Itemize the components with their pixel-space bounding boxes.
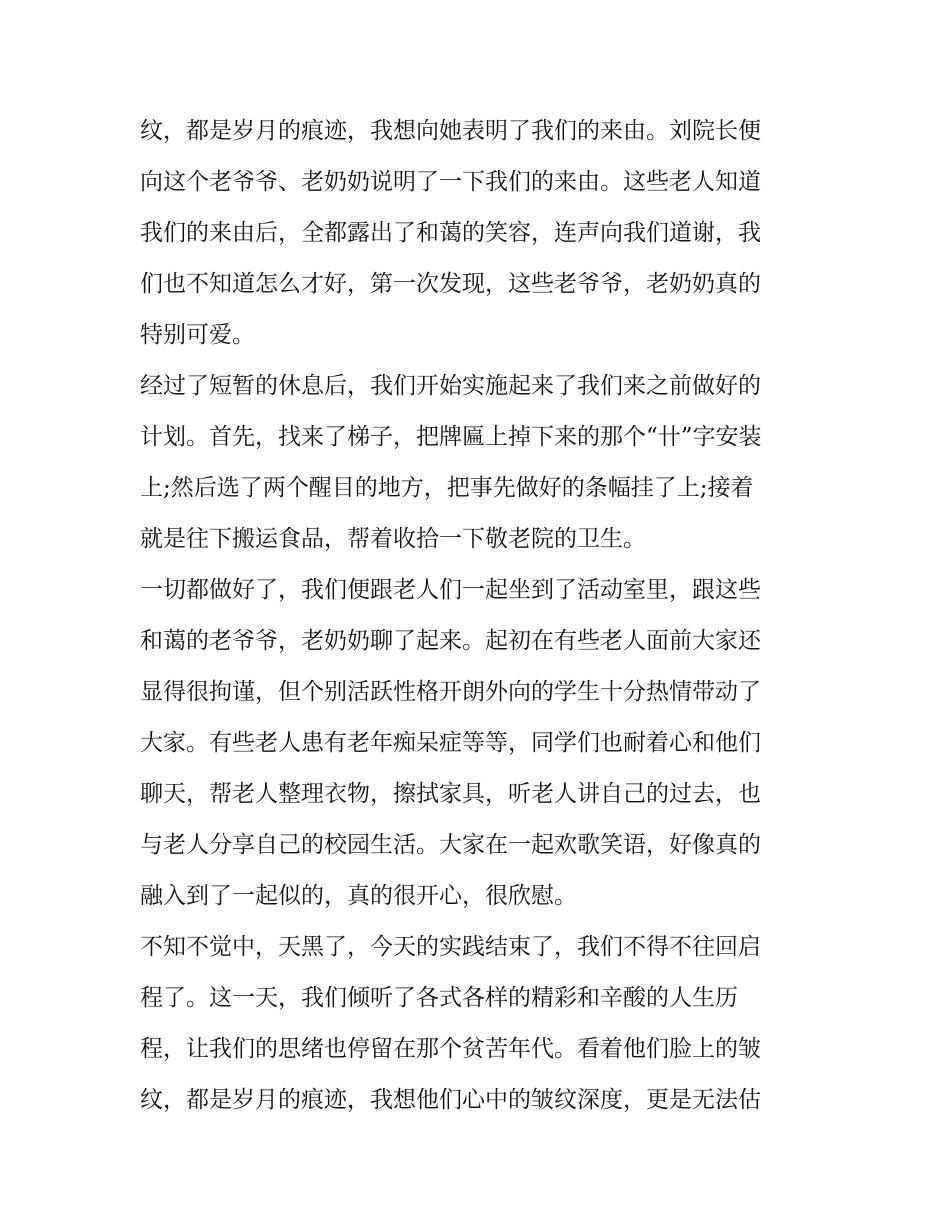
text-line: 和蔼的老爷爷，老奶奶聊了起来。起初在有些老人面前大家还	[140, 628, 761, 654]
text-line: 程，让我们的思绪也停留在那个贫苦年代。看着他们脸上的皱	[140, 1036, 761, 1062]
text-line: 显得很拘谨，但个别活跃性格开朗外向的学生十分热情带动了	[140, 679, 761, 705]
text-line: 纹，都是岁月的痕迹，我想向她表明了我们的来由。刘院长便	[140, 118, 761, 144]
text-line: 不知不觉中，天黑了，今天的实践结束了，我们不得不往回启	[140, 934, 761, 960]
body-text	[140, 106, 820, 1126]
text-line: 聊天，帮老人整理衣物，擦拭家具，听老人讲自己的过去，也	[140, 781, 761, 807]
text-line: 纹，都是岁月的痕迹，我想他们心中的皱纹深度，更是无法估	[140, 1087, 761, 1113]
text-line: 就是往下搬运食品，帮着收拾一下敬老院的卫生。	[140, 526, 646, 552]
text-line: 我们的来由后，全都露出了和蔼的笑容，连声向我们道谢，我	[140, 220, 761, 246]
text-line: 特别可爱。	[140, 322, 255, 348]
text-line: 程了。这一天，我们倾听了各式各样的精彩和辛酸的人生历	[140, 985, 738, 1011]
text-line: 向这个老爷爷、老奶奶说明了一下我们的来由。这些老人知道	[140, 169, 761, 195]
text-line: 们也不知道怎么才好，第一次发现，这些老爷爷，老奶奶真的	[140, 271, 761, 297]
text-line: 计划。首先，找来了梯子，把牌匾上掉下来的那个“卄”字安装	[140, 424, 762, 450]
text-line: 与老人分享自己的校园生活。大家在一起欢歌笑语，好像真的	[140, 832, 761, 858]
text-line: 经过了短暂的休息后，我们开始实施起来了我们来之前做好的	[140, 373, 761, 399]
text-line: 一切都做好了，我们便跟老人们一起坐到了活动室里，跟这些	[140, 577, 761, 603]
text-line: 大家。有些老人患有老年痴呆症等等，同学们也耐着心和他们	[140, 730, 761, 756]
text-line: 上;然后选了两个醒目的地方，把事先做好的条幅挂了上;接着	[140, 475, 754, 501]
text-line: 融入到了一起似的，真的很开心，很欣慰。	[140, 883, 577, 909]
